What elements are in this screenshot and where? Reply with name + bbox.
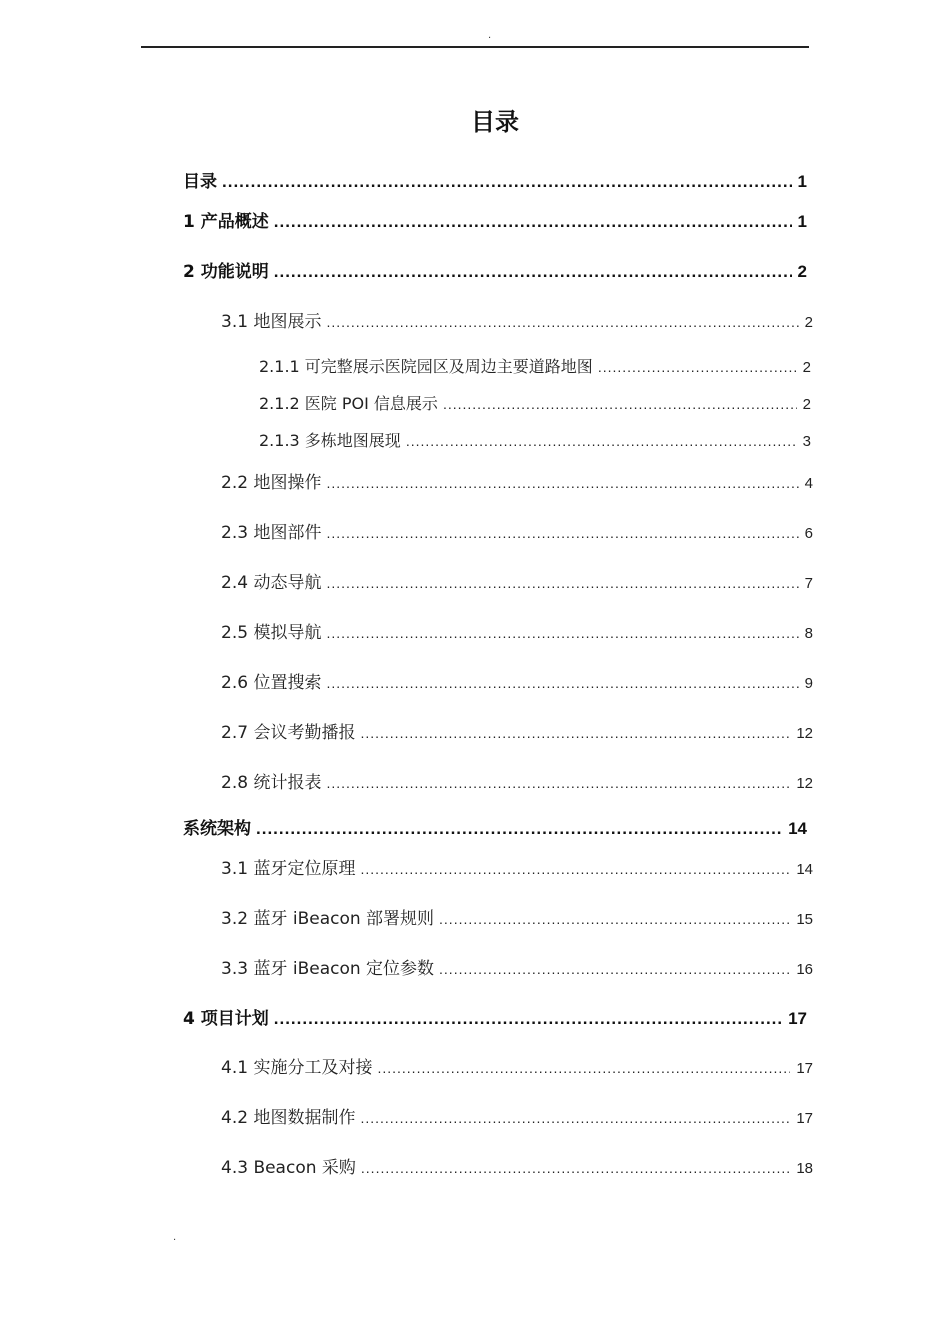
toc-entry-page: 2	[802, 396, 811, 413]
toc-dot-leader	[443, 396, 797, 412]
toc-entry-ibeacon-deployment[interactable]	[221, 904, 813, 929]
toc-entry-ibeacon-parameters[interactable]	[221, 954, 813, 979]
toc-entry-label: 2.4 动态导航	[221, 573, 322, 593]
toc-entry-label: 目录	[183, 172, 217, 192]
toc-dot-leader	[439, 911, 790, 927]
toc-dot-leader	[256, 819, 782, 839]
toc-entry-location-search[interactable]	[221, 668, 813, 693]
toc-entry-page: 17	[788, 1009, 807, 1028]
toc-entry-label: 2.7 会议考勤播报	[221, 723, 356, 743]
toc-entry-page: 4	[804, 475, 813, 492]
toc-entry-page: 3	[802, 433, 811, 450]
toc-entry-page: 14	[788, 819, 807, 838]
toc-entry-page: 18	[796, 1160, 813, 1177]
toc-dot-leader	[326, 525, 798, 541]
toc-entry-meeting-attendance[interactable]	[221, 718, 813, 743]
toc-entry-beacon-procurement[interactable]	[221, 1153, 813, 1178]
toc-title: 目录	[471, 108, 519, 136]
toc-entry-label: 2.1.2 医院 POI 信息展示	[259, 394, 438, 413]
toc-entry-label: 3.2 蓝牙 iBeacon 部署规则	[221, 909, 435, 929]
toc-entry-label: 3.1 地图展示	[221, 312, 322, 332]
toc-dot-leader	[360, 725, 790, 741]
toc-entry-simulated-navigation[interactable]	[221, 618, 813, 643]
toc-entry-page: 7	[804, 575, 813, 592]
toc-entry-label: 2.5 模拟导航	[221, 623, 322, 643]
toc-entry-poi-display[interactable]	[259, 391, 811, 414]
toc-entry-page: 15	[796, 911, 813, 928]
toc-dot-leader	[274, 262, 792, 282]
toc-dot-leader	[326, 475, 798, 491]
toc-entry-dynamic-navigation[interactable]	[221, 568, 813, 593]
toc-entry-label: 3.3 蓝牙 iBeacon 定位参数	[221, 959, 435, 979]
toc-entry-page: 17	[796, 1060, 813, 1077]
toc-dot-leader	[360, 861, 790, 877]
toc-entry-page: 2	[802, 359, 811, 376]
toc-entry-label: 2.2 地图操作	[221, 473, 322, 493]
toc-entry-label: 2.1.1 可完整展示医院园区及周边主要道路地图	[259, 357, 593, 376]
toc-entry-label: 2.6 位置搜索	[221, 673, 322, 693]
toc-entry-page: 1	[797, 212, 807, 231]
toc-dot-leader	[326, 775, 790, 791]
toc-entry-label: 4.1 实施分工及对接	[221, 1058, 373, 1078]
toc-entry-page: 8	[804, 625, 813, 642]
toc-entry-statistics-report[interactable]	[221, 768, 813, 793]
toc-entry-label: 4.3 Beacon 采购	[221, 1158, 356, 1178]
toc-entry-implementation-division[interactable]	[221, 1053, 813, 1078]
toc-entry-label: 2.8 统计报表	[221, 773, 322, 793]
toc-entry-map-operation[interactable]	[221, 468, 813, 493]
toc-entry-label: 2.1.3 多栋地图展现	[259, 431, 401, 450]
toc-dot-leader	[326, 625, 798, 641]
toc-entry-page: 6	[804, 525, 813, 542]
toc-entry-page: 16	[796, 961, 813, 978]
toc-entry-bluetooth-principle[interactable]	[221, 854, 813, 879]
toc-entry-map-data-production[interactable]	[221, 1103, 813, 1128]
toc-entry-label: 2 功能说明	[183, 262, 269, 282]
footer-dot: .	[173, 1232, 177, 1243]
toc-dot-leader	[222, 172, 792, 192]
toc-entry-system-architecture[interactable]	[183, 814, 807, 839]
toc-entry-page: 2	[797, 262, 807, 281]
toc-entry-map-display[interactable]	[221, 307, 813, 332]
toc-dot-leader	[274, 1009, 782, 1029]
toc-entry-page: 2	[804, 314, 813, 331]
toc-entry-label: 3.1 蓝牙定位原理	[221, 859, 356, 879]
toc-entry-page: 12	[796, 725, 813, 742]
toc-dot-leader	[326, 575, 798, 591]
toc-dot-leader	[274, 212, 792, 232]
toc-entry-label: 4 项目计划	[183, 1009, 269, 1029]
toc-entry-page: 12	[796, 775, 813, 792]
toc-dot-leader	[406, 433, 797, 449]
toc-entry-map-components[interactable]	[221, 518, 813, 543]
toc-dot-leader	[598, 359, 797, 375]
toc-entry-label: 4.2 地图数据制作	[221, 1108, 356, 1128]
toc-entry-multi-building-map[interactable]	[259, 428, 811, 451]
toc-dot-leader	[326, 675, 798, 691]
toc-dot-leader	[439, 961, 790, 977]
toc-entry-page: 1	[797, 172, 807, 191]
toc-entry-project-plan[interactable]	[183, 1004, 807, 1029]
toc-dot-leader	[377, 1060, 790, 1076]
toc-entry-label: 系统架构	[183, 819, 251, 839]
toc-entry-page: 14	[796, 861, 813, 878]
toc-entry-label: 1 产品概述	[183, 212, 269, 232]
toc-entry-page: 17	[796, 1110, 813, 1127]
toc-entry-contents[interactable]	[183, 167, 807, 192]
toc-dot-leader	[360, 1110, 790, 1126]
toc-entry-product-overview[interactable]	[183, 207, 807, 232]
toc-entry-function-description[interactable]	[183, 257, 807, 282]
header-dot: .	[488, 30, 492, 41]
toc-entry-page: 9	[804, 675, 813, 692]
toc-dot-leader	[326, 314, 798, 330]
toc-entry-campus-map[interactable]	[259, 354, 811, 377]
toc-dot-leader	[361, 1160, 790, 1176]
toc-entry-label: 2.3 地图部件	[221, 523, 322, 543]
